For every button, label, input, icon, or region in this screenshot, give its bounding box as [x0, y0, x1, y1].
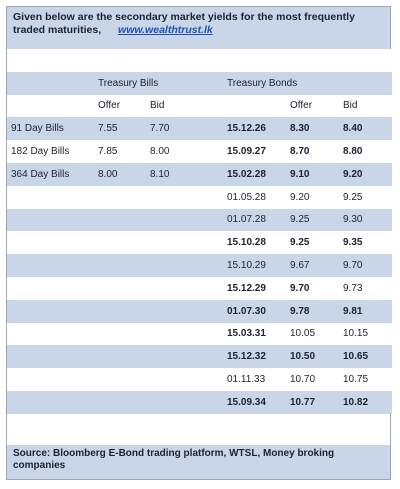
treasury-bills-heading: Treasury Bills: [94, 72, 223, 95]
bond-maturity: 15.10.28: [223, 231, 286, 254]
table-row: [7, 117, 392, 140]
bill-name: 364 Day Bills: [7, 163, 94, 186]
table-row: [7, 254, 392, 277]
bond-bid: 10.65: [339, 345, 392, 368]
group-header-row: [7, 72, 392, 95]
bond-maturity: 01.07.30: [223, 300, 286, 323]
bond-maturity: 15.12.29: [223, 277, 286, 300]
bond-offer: 9.25: [286, 231, 339, 254]
bond-offer: 9.67: [286, 254, 339, 277]
bond-offer: 9.78: [286, 300, 339, 323]
column-header-row: [7, 95, 392, 118]
table-header: [7, 7, 390, 49]
source-text: Source: Bloomberg E-Bond trading platform, WTSL, Money broking companies: [13, 448, 335, 471]
bond-bid: 9.73: [339, 277, 392, 300]
bond-offer: 10.77: [286, 391, 339, 414]
bill-bid: 8.10: [146, 163, 223, 186]
table-row: [7, 231, 392, 254]
table-row: [7, 209, 392, 232]
bond-bid: 9.70: [339, 254, 392, 277]
table-row: [7, 323, 392, 346]
bill-bid: 8.00: [146, 140, 223, 163]
bond-bid: 9.25: [339, 186, 392, 209]
bond-offer: 8.30: [286, 117, 339, 140]
bill-name: 91 Day Bills: [7, 117, 94, 140]
table-row: [7, 368, 392, 391]
bond-bid: 10.82: [339, 391, 392, 414]
bond-offer: 10.50: [286, 345, 339, 368]
table-row: [7, 163, 392, 186]
bill-offer: 8.00: [94, 163, 146, 186]
table-row: [7, 140, 392, 163]
bond-offer: 9.20: [286, 186, 339, 209]
bond-maturity: 15.03.31: [223, 323, 286, 346]
bond-offer: 9.70: [286, 277, 339, 300]
bond-bid: 10.75: [339, 368, 392, 391]
bond-offer: 10.05: [286, 323, 339, 346]
bond-bid: 10.15: [339, 323, 392, 346]
table-row: [7, 391, 392, 414]
bills-offer-header: Offer: [94, 95, 146, 118]
bond-bid: 9.20: [339, 163, 392, 186]
bond-bid: 8.80: [339, 140, 392, 163]
bond-maturity: 15.10.29: [223, 254, 286, 277]
bills-bid-header: Bid: [146, 95, 223, 118]
yields-table: [7, 49, 392, 414]
bond-maturity: 15.12.26: [223, 117, 286, 140]
bond-bid: 9.35: [339, 231, 392, 254]
bill-name: 182 Day Bills: [7, 140, 94, 163]
bond-maturity: 01.11.33: [223, 368, 286, 391]
bond-maturity: 15.09.27: [223, 140, 286, 163]
bond-bid: 9.30: [339, 209, 392, 232]
table-row: [7, 345, 392, 368]
bond-offer: 9.25: [286, 209, 339, 232]
bond-offer: 8.70: [286, 140, 339, 163]
table-row: [7, 186, 392, 209]
source-footer: [7, 445, 390, 479]
bill-offer: 7.55: [94, 117, 146, 140]
bond-offer: 10.70: [286, 368, 339, 391]
bonds-bid-header: Bid: [339, 95, 392, 118]
bond-bid: 9.81: [339, 300, 392, 323]
bill-bid: 7.70: [146, 117, 223, 140]
table-row: [7, 300, 392, 323]
header-text: Given below are the secondary market yields for the most frequently traded maturities,: [13, 11, 355, 36]
bond-maturity: 01.07.28: [223, 209, 286, 232]
bond-offer: 9.10: [286, 163, 339, 186]
bonds-offer-header: Offer: [286, 95, 339, 118]
bond-maturity: 01.05.28: [223, 186, 286, 209]
bill-offer: 7.85: [94, 140, 146, 163]
bond-maturity: 15.09.34: [223, 391, 286, 414]
bond-maturity: 15.12.32: [223, 345, 286, 368]
wealthtrust-link[interactable]: www.wealthtrust.lk: [118, 24, 213, 36]
bond-bid: 8.40: [339, 117, 392, 140]
yields-table-panel: [6, 6, 391, 480]
spacer-row: [7, 49, 392, 72]
table-row: [7, 277, 392, 300]
treasury-bonds-heading: Treasury Bonds: [223, 72, 392, 95]
bond-maturity: 15.02.28: [223, 163, 286, 186]
